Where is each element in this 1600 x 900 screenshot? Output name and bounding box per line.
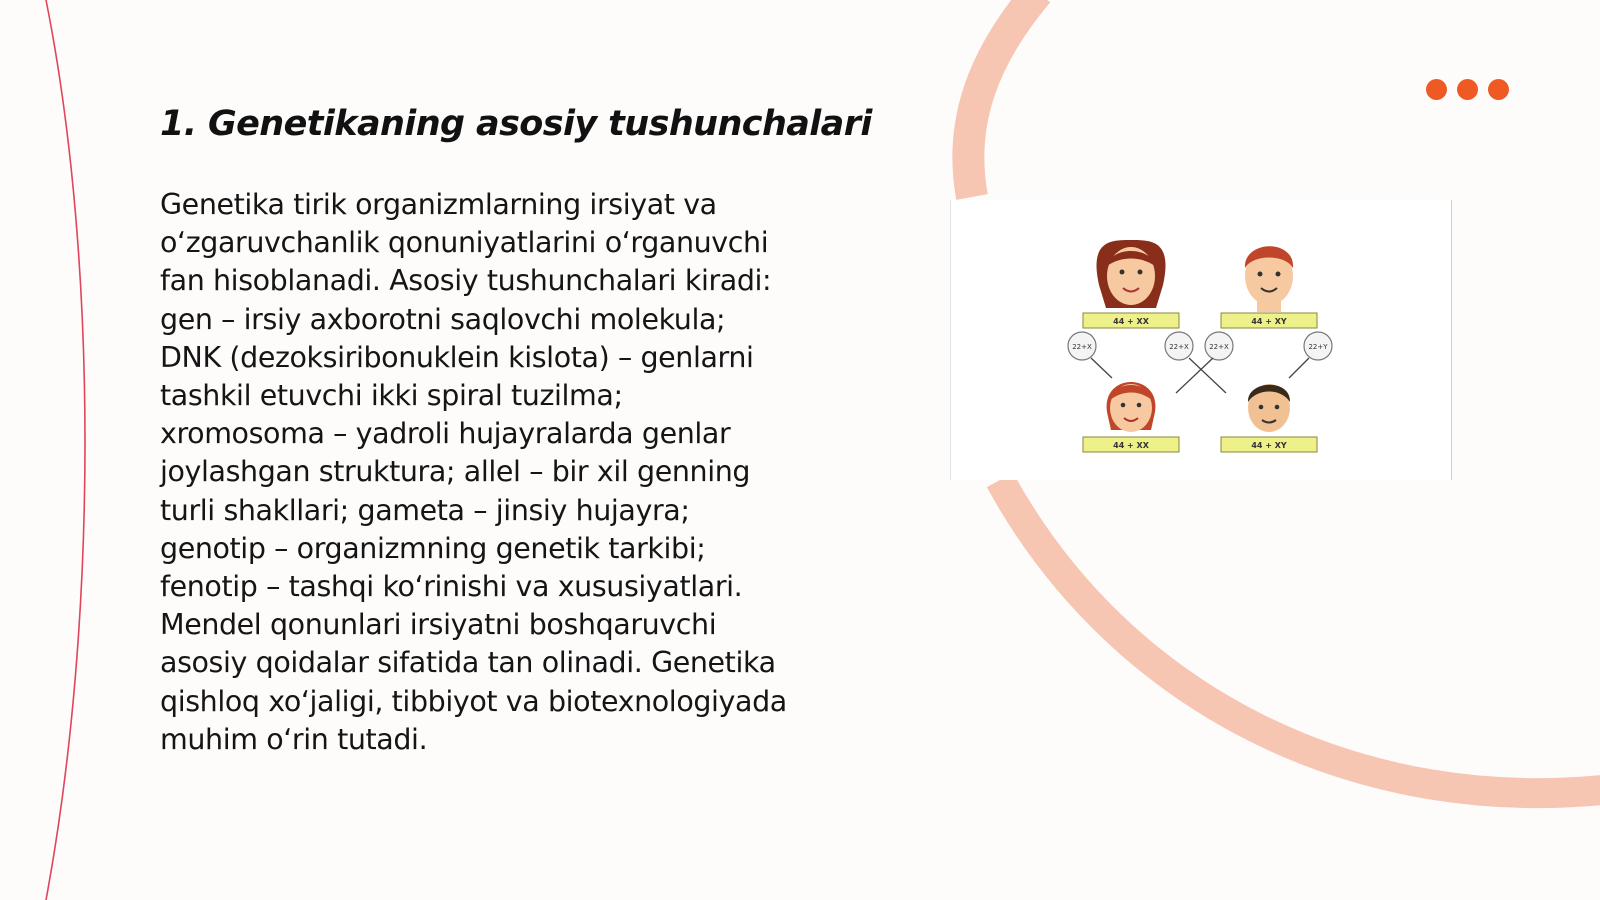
gamete-label: 22+X [1169, 343, 1189, 351]
body-line: turli shakllari; gameta – jinsiy hujayra; [160, 493, 690, 527]
arc-lower [1000, 480, 1600, 793]
daughter-genotype-label: 44 + XX [1113, 441, 1149, 450]
body-line: fan hisoblanadi. Asosiy tushunchalari kiradi: [160, 264, 772, 298]
dot-icon [1457, 79, 1478, 100]
gamete-label: 22+X [1209, 343, 1229, 351]
gamete-label: 22+X [1072, 343, 1092, 351]
left-accent-curve [46, 0, 85, 900]
slide-title: 1. Genetikaning asosiy tushunchalari [160, 104, 872, 144]
mother-face-icon [1097, 240, 1166, 308]
father-face-icon [1245, 246, 1293, 312]
son-face-icon [1248, 384, 1290, 432]
slide-body [160, 186, 860, 759]
menu-dots [1426, 79, 1509, 100]
dot-icon [1488, 79, 1509, 100]
body-line: Mendel qonunlari irsiyatni boshqaruvchi [160, 608, 717, 642]
gamete-circle [1304, 332, 1332, 360]
body-line: qishloq xoʻjaligi, tibbiyot va biotexnologiyada [160, 684, 787, 718]
inheritance-illustration [950, 200, 1452, 480]
body-line: DNK (dezoksiribonuklein kislota) – genlarni [160, 340, 754, 374]
mother-genotype-label: 44 + XX [1113, 317, 1149, 326]
body-line: xromosoma – yadroli hujayralarda genlar [160, 417, 731, 451]
gamete-circle [1068, 332, 1096, 360]
dot-icon [1426, 79, 1447, 100]
gamete-label: 22+Y [1308, 343, 1328, 351]
body-line: asosiy qoidalar sifatida tan olinadi. Genetika [160, 646, 776, 680]
body-line: muhim oʻrin tutadi. [160, 722, 428, 756]
gamete-circle [1205, 332, 1233, 360]
body-line: genotip – organizmning genetik tarkibi; [160, 531, 706, 565]
body-line: oʻzgaruvchanlik qonuniyatlarini oʻrganuvchi [160, 226, 769, 260]
body-line: joylashgan struktura; allel – bir xil genning [160, 455, 751, 489]
body-line: gen – irsiy axborotni saqlovchi molekula; [160, 302, 726, 336]
daughter-face-icon [1107, 382, 1156, 432]
body-line: Genetika tirik organizmlarning irsiyat va [160, 188, 717, 221]
body-line: tashkil etuvchi ikki spiral tuzilma; [160, 379, 623, 413]
arc-upper [968, 0, 1038, 197]
gamete-circle [1165, 332, 1193, 360]
son-genotype-label: 44 + XY [1251, 441, 1287, 450]
body-line: fenotip – tashqi koʻrinishi va xususiyatlari. [160, 570, 743, 604]
father-genotype-label: 44 + XY [1251, 317, 1287, 326]
